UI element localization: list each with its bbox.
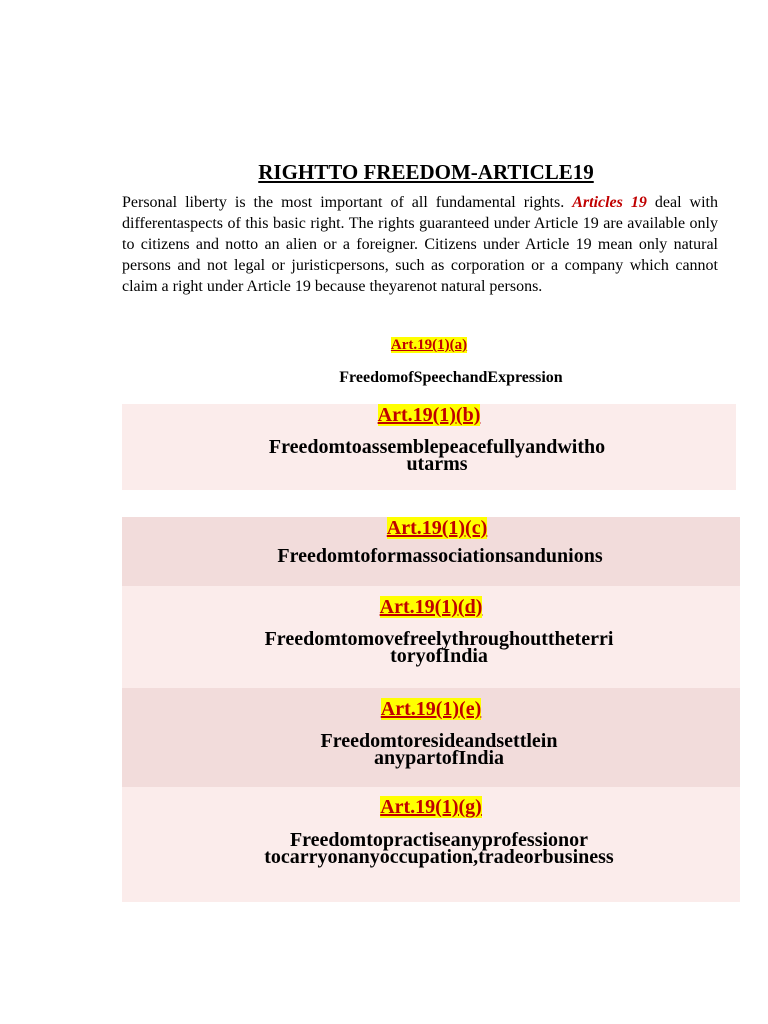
intro-text-end: deal with differentaspects of this basic right. The rights guaranteed under Article 19 are available only to citizens and notto an alien or a foreigner. Citizens under Article 19 mean only natural persons and not legal or juristicpersons, such as corporation or a company which cannot claim a right under Article 19 because theyarenot natural persons. xyxy=(122,194,718,295)
intro-paragraph xyxy=(122,192,718,297)
article-a-text: FreedomofSpeechandExpression xyxy=(339,369,563,386)
article-d-line-2: toryofIndia xyxy=(390,645,488,667)
article-e-line-2: anypartofIndia xyxy=(373,747,505,769)
article-e-tag: Art.19(1)(e) xyxy=(380,698,482,720)
article-g-line-2: tocarryonanyoccupation,tradeorbusiness xyxy=(264,846,614,868)
article-b-tag: Art.19(1)(b) xyxy=(377,404,481,426)
article-g-tag: Art.19(1)(g) xyxy=(380,796,482,818)
article-c-line-1: Freedomtoformassociationsandunions xyxy=(277,545,603,567)
article-d-line-1: Freedomtomovefreelythroughouttheterri xyxy=(264,628,614,650)
intro-text-start: Personal liberty is the most important of all fundamental rights. xyxy=(122,194,573,211)
article-c-box xyxy=(122,517,740,586)
article-g-box xyxy=(122,787,740,902)
article-b-box xyxy=(122,404,736,490)
article-e-line-1: Freedomtoresideandsettlein xyxy=(320,730,558,752)
article-a-heading xyxy=(0,336,768,354)
article-g-line-1: Freedomtopractiseanyprofessionor xyxy=(289,829,589,851)
article-d-box xyxy=(122,586,740,688)
articles-19-highlight: Articles 19 xyxy=(572,194,647,211)
article-b-line-2: utarms xyxy=(406,453,468,475)
article-c-tag: Art.19(1)(c) xyxy=(386,517,488,539)
page-title: RIGHTTO FREEDOM-ARTICLE19 xyxy=(258,160,594,184)
article-e-box xyxy=(122,688,740,787)
article-b-line-1: Freedomtoassemblepeacefullyandwitho xyxy=(268,436,606,458)
article-d-tag: Art.19(1)(d) xyxy=(379,596,483,618)
article-a-tag: Art.19(1)(a) xyxy=(390,337,468,353)
